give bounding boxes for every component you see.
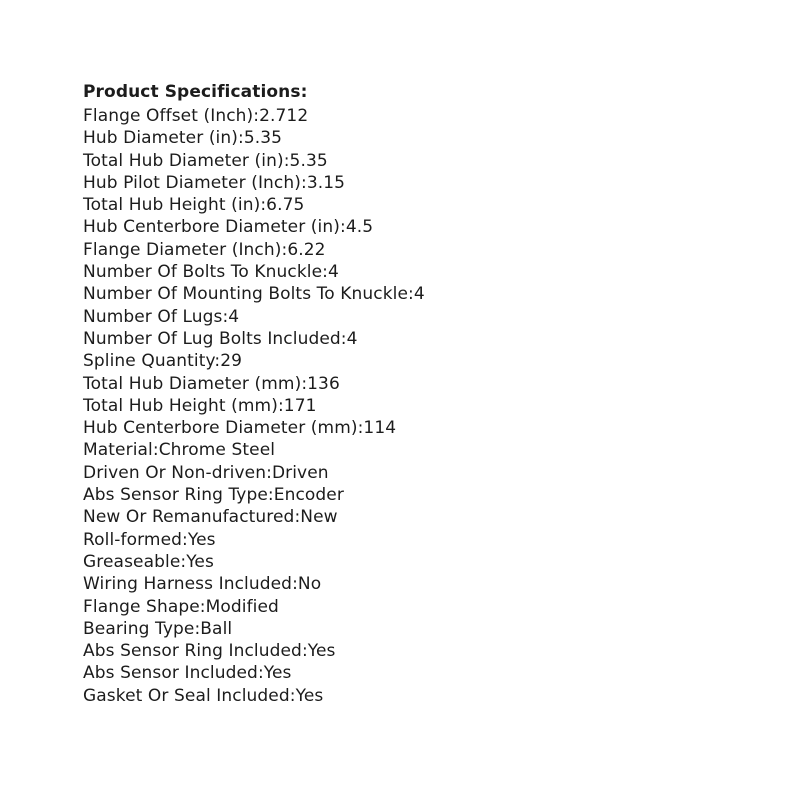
spec-value: Modified <box>205 596 279 617</box>
spec-row <box>83 194 723 216</box>
spec-label: Abs Sensor Ring Type <box>83 485 268 506</box>
spec-colon-separator: : <box>267 485 274 506</box>
spec-label: Hub Centerbore Diameter (mm) <box>83 418 358 439</box>
spec-value: 3.15 <box>306 172 346 193</box>
spec-row <box>83 506 723 528</box>
spec-value: New <box>300 507 338 528</box>
spec-row <box>83 373 723 395</box>
spec-colon-separator: : <box>237 128 244 149</box>
spec-colon-separator: : <box>182 529 188 550</box>
spec-label: Hub Pilot Diameter (Inch) <box>83 172 301 193</box>
spec-label: Bearing Type <box>83 618 195 639</box>
spec-value: Driven <box>271 462 329 483</box>
spec-row <box>83 306 723 328</box>
spec-colon-separator: : <box>294 507 301 528</box>
spec-label: Driven Or Non-driven <box>83 462 267 483</box>
spec-value: 29 <box>220 351 243 372</box>
spec-label: Number Of Lug Bolts Included <box>83 328 341 349</box>
spec-label: Roll-formed <box>83 529 183 550</box>
spec-row <box>83 105 723 127</box>
spec-label: Wiring Harness Included <box>83 574 293 595</box>
spec-label: Flange Diameter (Inch) <box>83 239 282 260</box>
spec-colon-separator: : <box>301 373 308 394</box>
spec-row <box>83 239 723 261</box>
spec-value: 4 <box>327 262 339 283</box>
spec-row <box>83 395 723 417</box>
spec-value: Yes <box>295 685 324 706</box>
spec-value: 4 <box>413 284 425 305</box>
spec-label: Total Hub Height (mm) <box>83 395 278 416</box>
spec-colon-separator: : <box>408 284 414 305</box>
spec-value: 4 <box>228 306 240 327</box>
spec-row <box>83 328 723 350</box>
spec-row <box>83 439 723 461</box>
spec-colon-separator: : <box>214 351 221 372</box>
spec-colon-separator: : <box>283 150 290 171</box>
spec-row <box>83 462 723 484</box>
spec-colon-separator: : <box>322 262 328 283</box>
spec-colon-separator: : <box>152 440 159 461</box>
spec-row <box>83 484 723 506</box>
spec-value: Yes <box>307 641 336 662</box>
spec-row <box>83 529 723 551</box>
spec-colon-separator: : <box>194 618 201 639</box>
spec-colon-separator: : <box>277 395 284 416</box>
spec-value: 5.35 <box>289 150 328 171</box>
spec-row <box>83 596 723 618</box>
spec-colon-separator: : <box>260 195 267 216</box>
spec-label: New Or Remanufactured <box>83 507 295 528</box>
spec-value: 171 <box>283 395 317 416</box>
spec-colon-separator: : <box>357 418 364 439</box>
spec-colon-separator: : <box>292 574 298 595</box>
spec-colon-separator: : <box>301 172 307 193</box>
spec-label: Number Of Bolts To Knuckle <box>83 262 323 283</box>
spec-value: 5.35 <box>243 128 283 149</box>
spec-value: 4.5 <box>345 217 374 238</box>
spec-row <box>83 350 723 372</box>
spec-label: Material <box>83 440 153 461</box>
spec-row <box>83 150 723 172</box>
spec-colon-separator: : <box>253 106 260 126</box>
spec-colon-separator: : <box>180 551 187 572</box>
spec-label: Flange Offset (Inch) <box>83 106 254 126</box>
spec-value: 4 <box>346 328 358 349</box>
spec-row <box>83 618 723 640</box>
spec-row <box>83 551 723 573</box>
spec-label: Number Of Lugs <box>83 306 223 327</box>
spec-label: Total Hub Diameter (in) <box>83 150 284 171</box>
spec-label: Greaseable <box>83 551 181 572</box>
spec-row <box>83 127 723 149</box>
spec-row <box>83 573 723 595</box>
spec-value: Ball <box>200 618 233 639</box>
spec-value: Chrome Steel <box>158 440 276 461</box>
spec-label: Hub Diameter (in) <box>83 128 238 149</box>
spec-label: Abs Sensor Included <box>83 663 258 684</box>
spec-row <box>83 261 723 283</box>
spec-row <box>83 172 723 194</box>
spec-colon-separator: : <box>199 596 206 617</box>
spec-value: 6.75 <box>266 195 305 216</box>
spec-colon-separator: : <box>281 239 288 260</box>
spec-colon-separator: : <box>339 217 346 238</box>
spec-row <box>83 640 723 662</box>
spec-label: Gasket Or Seal Included <box>83 685 290 706</box>
spec-colon-separator: : <box>301 641 308 662</box>
spec-row <box>83 216 723 238</box>
spec-list <box>83 105 723 707</box>
spec-row <box>83 662 723 684</box>
spec-value: 114 <box>363 418 397 439</box>
spec-value: Yes <box>187 529 216 550</box>
spec-label: Hub Centerbore Diameter (in) <box>83 217 340 238</box>
spec-value: 2.712 <box>259 106 309 126</box>
spec-value: Yes <box>186 551 214 572</box>
product-specifications-heading: Product Specifications: <box>83 82 308 102</box>
spec-row <box>83 685 723 707</box>
spec-value: Encoder <box>273 485 344 506</box>
spec-colon-separator: : <box>340 328 347 349</box>
spec-label: Total Hub Height (in) <box>83 195 261 216</box>
spec-colon-separator: : <box>266 462 272 483</box>
spec-label: Number Of Mounting Bolts To Knuckle <box>83 284 409 305</box>
spec-colon-separator: : <box>222 306 229 327</box>
spec-label: Abs Sensor Ring Included <box>83 641 302 662</box>
spec-row <box>83 283 723 305</box>
spec-label: Flange Shape <box>83 596 200 617</box>
spec-label: Spline Quantity <box>83 351 215 372</box>
spec-value: 136 <box>307 373 340 394</box>
spec-value: No <box>297 574 322 595</box>
spec-label: Total Hub Diameter (mm) <box>83 373 302 394</box>
spec-value: 6.22 <box>287 239 326 260</box>
spec-colon-separator: : <box>289 685 296 706</box>
spec-colon-separator: : <box>257 663 264 684</box>
product-specifications-panel <box>83 81 723 707</box>
spec-value: Yes <box>263 663 292 684</box>
spec-row <box>83 417 723 439</box>
